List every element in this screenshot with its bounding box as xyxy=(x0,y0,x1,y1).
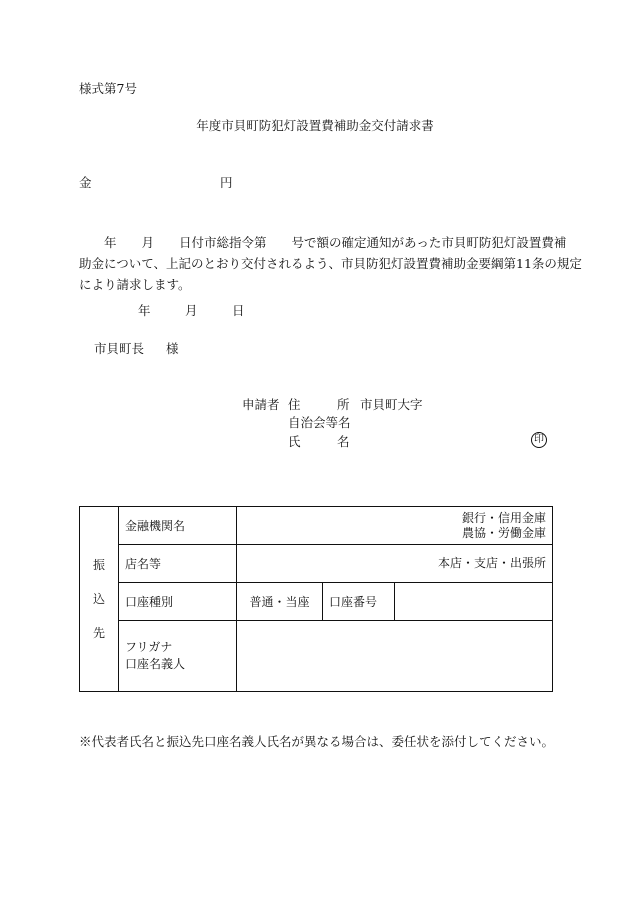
bank-options-line-2: 農協・労働金庫 xyxy=(462,525,547,540)
transfer-side-label xyxy=(80,507,119,692)
form-number: 様式第7号 xyxy=(79,81,137,96)
request-body-line-1: 年 月 日付市総指令第 号で額の確定通知があった市貝町防犯灯設置費補 xyxy=(79,235,567,250)
name-label-part-2: 名 xyxy=(337,434,350,449)
bank-name-field[interactable] xyxy=(237,507,553,545)
date-month-label: 月 xyxy=(185,303,198,318)
request-body-line-2: 助金について、上記のとおり交付されるよう、市貝防犯灯設置費補助金要綱第11条の規定 xyxy=(79,256,582,271)
request-body xyxy=(79,232,582,295)
account-type-options: 普通・当座 xyxy=(249,595,310,609)
transfer-side-char-2: 込 xyxy=(92,592,105,606)
date-day-label: 日 xyxy=(232,303,245,318)
transfer-side-char-3: 先 xyxy=(92,626,105,640)
address-value: 市貝町大字 xyxy=(360,397,423,412)
account-number-field[interactable] xyxy=(395,583,553,621)
branch-field[interactable] xyxy=(237,545,553,583)
applicant-label: 申請者 xyxy=(242,397,280,412)
holder-name-label: 口座名義人 xyxy=(125,657,186,671)
footnote: ※代表者氏名と振込先口座名義人氏名が異なる場合は、委任状を添付してください。 xyxy=(79,734,555,749)
account-holder-field[interactable] xyxy=(237,621,553,692)
branch-row xyxy=(80,545,553,583)
bank-row xyxy=(80,507,553,545)
account-row xyxy=(80,583,553,621)
document-title: 年度市貝町防犯灯設置費補助金交付請求書 xyxy=(196,118,434,133)
transfer-side-char-1: 振 xyxy=(92,558,105,572)
addressee-suffix: 様 xyxy=(166,341,179,356)
account-type-field[interactable] xyxy=(237,583,323,621)
seal-mark-icon: 印 xyxy=(531,432,547,448)
holder-row xyxy=(80,621,553,692)
account-type-label: 口座種別 xyxy=(119,583,237,621)
bank-name-label: 金融機関名 xyxy=(119,507,237,545)
address-label-part-1: 住 xyxy=(288,397,301,412)
amount-label: 金 xyxy=(79,175,92,190)
name-label-part-1: 氏 xyxy=(288,434,301,449)
amount-unit: 円 xyxy=(220,175,233,190)
association-name-label: 自治会等名 xyxy=(288,415,351,430)
bank-options-line-1: 銀行・信用金庫 xyxy=(462,510,547,525)
branch-label: 店名等 xyxy=(119,545,237,583)
date-year-label: 年 xyxy=(138,303,151,318)
furigana-label: フリガナ xyxy=(125,640,173,654)
account-number-label: 口座番号 xyxy=(323,583,395,621)
transfer-destination-table xyxy=(79,506,553,692)
address-label-part-2: 所 xyxy=(337,397,350,412)
request-body-line-3: により請求します。 xyxy=(79,277,191,292)
addressee-name: 市貝町長 xyxy=(94,341,145,356)
account-holder-label xyxy=(119,621,237,692)
branch-options: 本店・支店・出張所 xyxy=(438,556,547,570)
